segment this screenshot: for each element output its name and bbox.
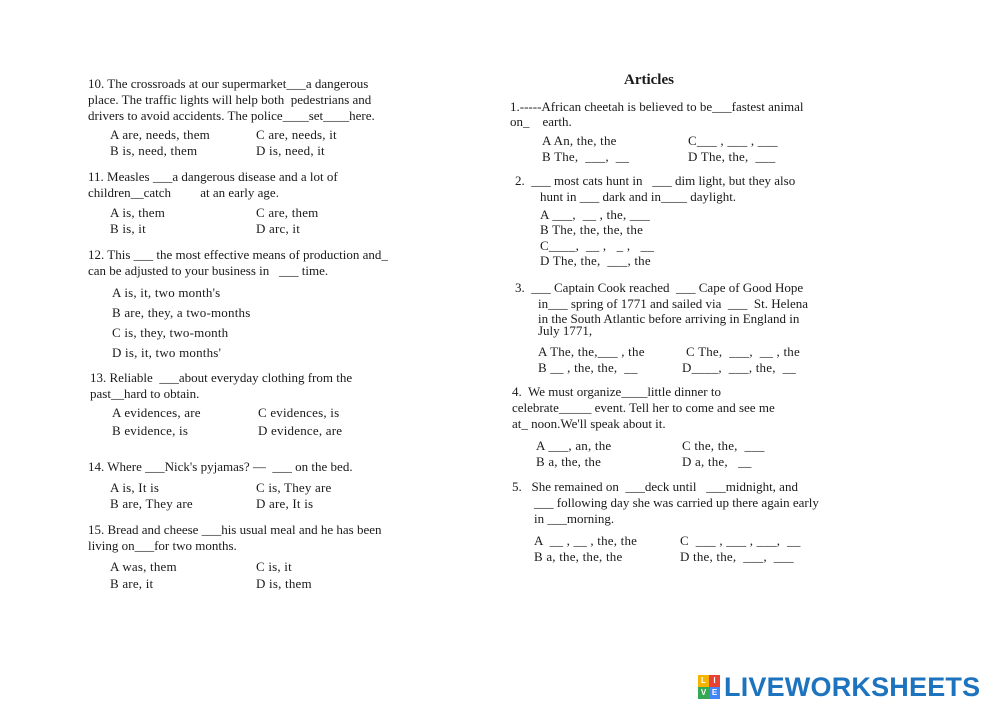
- option-d: D____, ___, the, __: [682, 360, 796, 375]
- question-line: 10. The crossroads at our supermarket___a dangerous: [88, 76, 369, 91]
- option-a: A is, It is: [110, 480, 160, 495]
- question-line: at_ noon.We'll speak about it.: [512, 416, 666, 431]
- option-c: C____, __ , _ , __: [540, 238, 655, 253]
- logo-icon: [698, 675, 720, 699]
- option-a: A is, them: [110, 205, 166, 220]
- option-a: A An, the, the: [542, 133, 617, 148]
- option-b: B a, the, the: [536, 454, 602, 469]
- option-c: C ___ , ___ , ___, __: [680, 533, 801, 548]
- option-a: A __ , __ , the, the: [534, 533, 638, 548]
- logo-box-letter: L: [698, 675, 709, 687]
- option-d: D is, it, two months': [112, 345, 222, 360]
- option-a: A ___, an, the: [536, 438, 612, 453]
- option-a: A The, the,___ , the: [538, 344, 645, 359]
- option-d: D a, the, __: [682, 454, 752, 469]
- option-c: C is, it: [256, 559, 292, 574]
- option-b: B are, it: [110, 576, 154, 591]
- option-d: D The, the, ___, the: [540, 253, 651, 268]
- question-line: 14. Where ___Nick's pyjamas? — ___ on the bed.: [88, 459, 353, 474]
- option-c: C evidences, is: [258, 405, 340, 420]
- question-line: on_ earth.: [510, 114, 572, 129]
- option-a: A evidences, are: [112, 405, 201, 420]
- question-line: 4. We must organize____little dinner to: [512, 384, 721, 399]
- question-line: living on___for two months.: [88, 538, 237, 553]
- question-line: celebrate_____ event. Tell her to come and see me: [512, 400, 775, 415]
- logo-box-letter: E: [709, 687, 720, 699]
- question-line: July 1771,: [538, 323, 593, 338]
- question-line: 5. She remained on ___deck until ___midnight, and: [512, 479, 798, 494]
- question-line: 2. ___ most cats hunt in ___ dim light, but they also: [515, 173, 796, 188]
- option-b: B are, they, a two-months: [112, 305, 251, 320]
- question-line: can be adjusted to your business in ___ time.: [88, 263, 329, 278]
- question-line: 1.-----African cheetah is believed to be___fastest animal: [510, 99, 804, 114]
- option-c: C___ , ___ , ___: [688, 133, 778, 148]
- option-c: C are, needs, it: [256, 127, 337, 142]
- question-line: 13. Reliable ___about everyday clothing from the: [90, 370, 353, 385]
- option-c: C are, them: [256, 205, 319, 220]
- option-c: C is, they, two-month: [112, 325, 229, 340]
- option-d: D is, need, it: [256, 143, 325, 158]
- logo-box-letter: V: [698, 687, 709, 699]
- option-a: A is, it, two month's: [112, 285, 221, 300]
- question-line: 3. ___ Captain Cook reached ___ Cape of Good Hope: [515, 280, 804, 295]
- question-line: hunt in ___ dark and in____ daylight.: [540, 189, 737, 204]
- option-c: C the, the, ___: [682, 438, 765, 453]
- question-line: in the South Atlantic before arriving in England in: [538, 311, 800, 326]
- question-line: 15. Bread and cheese ___his usual meal and he has been: [88, 522, 382, 537]
- option-d: D is, them: [256, 576, 312, 591]
- liveworksheets-logo[interactable]: [698, 673, 994, 701]
- option-d: D the, the, ___, ___: [680, 549, 794, 564]
- option-d: D evidence, are: [258, 423, 343, 438]
- question-line: 12. This ___ the most effective means of production and_: [88, 247, 388, 262]
- option-a: A are, needs, them: [110, 127, 210, 142]
- question-line: in___ spring of 1771 and sailed via ___ St. Helena: [538, 296, 809, 311]
- option-a: A ___, __ , the, ___: [540, 207, 651, 222]
- option-b: B is, need, them: [110, 143, 198, 158]
- logo-box-letter: I: [709, 675, 720, 687]
- option-d: D arc, it: [256, 221, 301, 236]
- question-line: past__hard to obtain.: [90, 386, 200, 401]
- option-b: B evidence, is: [112, 423, 189, 438]
- option-a: A was, them: [110, 559, 177, 574]
- option-b: B __ , the, the, __: [538, 360, 638, 375]
- question-line: place. The traffic lights will help both pedestrians and: [88, 92, 372, 107]
- logo-text: LIVEWORKSHEETS: [724, 672, 981, 702]
- question-line: in ___morning.: [534, 511, 615, 526]
- option-d: D The, the, ___: [688, 149, 776, 164]
- question-line: 11. Measles ___a dangerous disease and a lot of: [88, 169, 338, 184]
- question-line: ___ following day she was carried up there again early: [534, 495, 819, 510]
- option-d: D are, It is: [256, 496, 314, 511]
- question-line: children__catch at an early age.: [88, 185, 279, 200]
- option-c: C The, ___, __ , the: [686, 344, 800, 359]
- option-b: B The, ___, __: [542, 149, 630, 164]
- option-b: B The, the, the, the: [540, 222, 644, 237]
- section-title: Articles: [624, 72, 674, 88]
- question-line: drivers to avoid accidents. The police____set____here.: [88, 108, 375, 123]
- option-b: B a, the, the, the: [534, 549, 623, 564]
- option-c: C is, They are: [256, 480, 332, 495]
- option-b: B is, it: [110, 221, 146, 236]
- option-b: B are, They are: [110, 496, 193, 511]
